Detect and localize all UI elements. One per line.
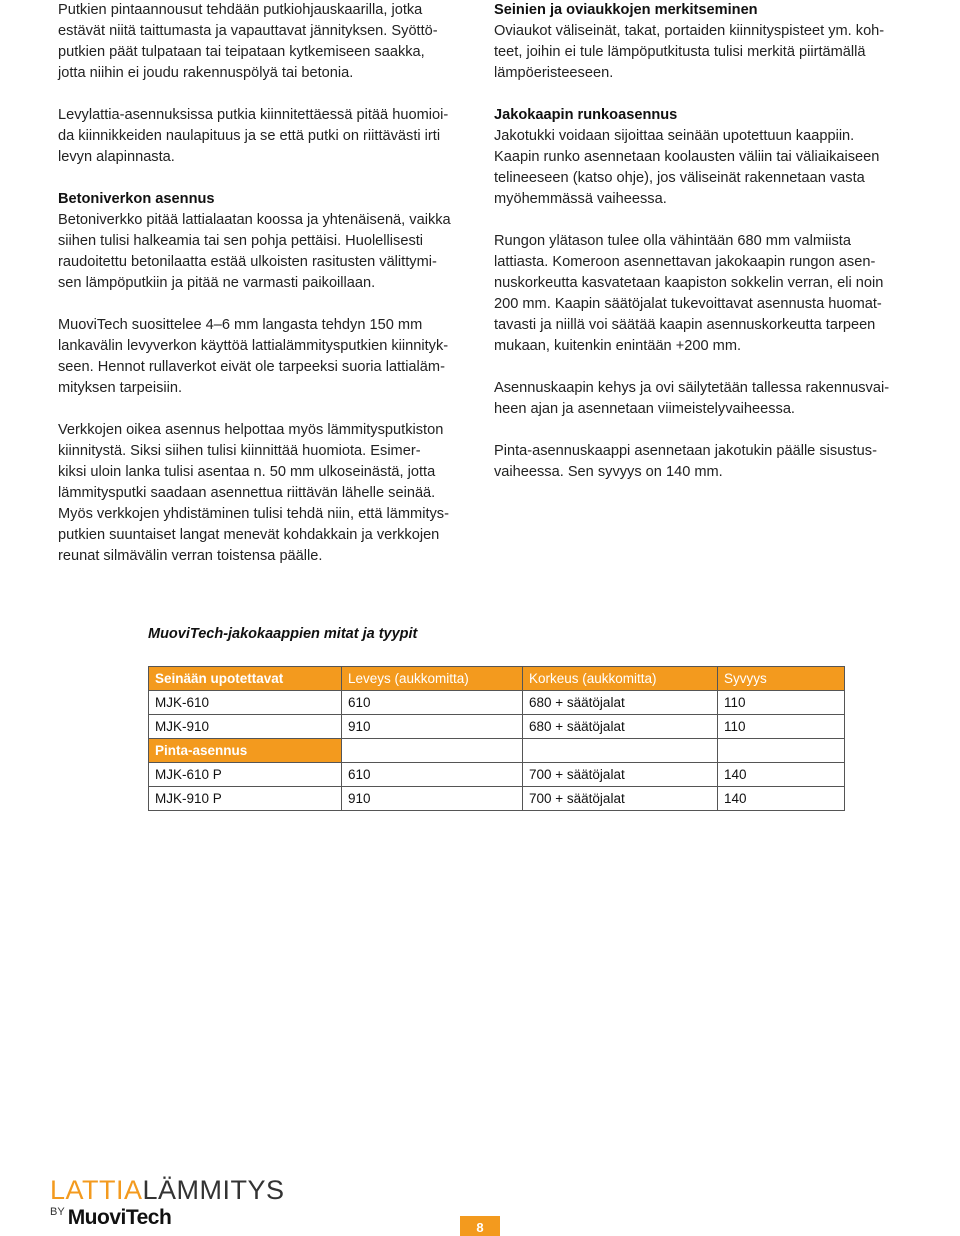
text-line: putkien suuntaiset langat menevät kohdakkain ja verkkojen — [58, 527, 440, 543]
table-cell: MJK-910 — [149, 715, 342, 739]
table-row — [149, 787, 845, 811]
text-line: jotta niihin ei joudu rakennuspölyä tai betonia. — [58, 65, 354, 81]
betoniverkko-heading: Betoniverkon asennus — [58, 191, 215, 207]
text-line: Rungon ylätason tulee olla vähintään 680 mm valmiista — [494, 233, 851, 249]
seinien-text — [494, 21, 914, 84]
header-cell: Korkeus (aukkomitta) — [523, 667, 718, 691]
text-line: tavasti ja niillä voi säätää kaapin asennuskorkeutta tarpeen — [494, 317, 876, 333]
table-title: MuoviTech-jakokaappien mitat ja tyypit — [148, 626, 418, 642]
table-cell — [342, 739, 523, 763]
text-line: mukaan, kuitenkin enintään +200 mm. — [494, 338, 742, 354]
table-row — [149, 763, 845, 787]
text-line: lämpöeristeeseen. — [494, 65, 614, 81]
table-cell — [523, 739, 718, 763]
verkkojen-paragraph — [58, 420, 468, 567]
text-line: Asennuskaapin kehys ja ovi säilytetään tallessa rakennusvai- — [494, 380, 890, 396]
seinien-heading: Seinien ja oviaukkojen merkitseminen — [494, 2, 758, 18]
table-cell: 610 — [342, 691, 523, 715]
table-cell: 140 — [718, 763, 845, 787]
text-line: telineeseen (katso ohje), jos väliseinät rakennetaan vasta — [494, 170, 865, 186]
table-row — [149, 691, 845, 715]
rungon-paragraph — [494, 231, 914, 357]
text-line: da kiinnikkeiden naulapituus ja se että putki on riittävästi irti — [58, 128, 441, 144]
text-line: siihen tulisi halkeamia tai sen pohja pettäisi. Huolellisesti — [58, 233, 424, 249]
right-column — [494, 0, 914, 504]
text-line: sen lämpöputkiin ja pitää ne varmasti paikoillaan. — [58, 275, 376, 291]
section-label-cell: Pinta-asennus — [149, 739, 342, 763]
table-cell: 110 — [718, 715, 845, 739]
text-line: estävät niitä taittumasta ja vapauttavat jännityksen. Syöttö- — [58, 23, 438, 39]
table-cell: 680 + säätöjalat — [523, 691, 718, 715]
text-line: Levylattia-asennuksissa putkia kiinnitettäessä pitää huomioi- — [58, 107, 449, 123]
text-line: lattiasta. Komeroon asennettavan jakokaapin rungon asen- — [494, 254, 876, 270]
table-cell: 700 + säätöjalat — [523, 763, 718, 787]
text-line: heen ajan ja asennetaan viimeistelyvaiheessa. — [494, 401, 795, 417]
text-line: Putkien pintaannousut tehdään putkiohjauskaarilla, jotka — [58, 2, 423, 18]
table-cell: 910 — [342, 787, 523, 811]
text-line: seen. Hennot rullaverkot eivät ole tarpeeksi suoria lattialäm- — [58, 359, 445, 375]
table-cell: MJK-910 P — [149, 787, 342, 811]
text-line: Pinta-asennuskaappi asennetaan jakotukin päälle sisustus- — [494, 443, 877, 459]
levylattia-paragraph — [58, 105, 468, 168]
betoniverkko-section — [58, 189, 468, 294]
table-cell: 110 — [718, 691, 845, 715]
text-line: lämmitysputki saadaan asennettua riittävän lähelle seinää. — [58, 485, 436, 501]
suosittelee-paragraph — [58, 315, 468, 399]
logo-part-lattia: LATTIA — [50, 1175, 143, 1205]
table-row — [149, 715, 845, 739]
text-line: Myös verkkojen yhdistäminen tulisi tehdä niin, että lämmitys- — [58, 506, 449, 522]
header-cell: Seinään upotettavat — [149, 667, 342, 691]
text-line: reunat silmävälin verran toistensa päälle. — [58, 548, 323, 564]
text-line: lankavälin levyverkon käyttöä lattialämmitysputkien kiinnityk- — [58, 338, 449, 354]
table-cell: 140 — [718, 787, 845, 811]
table-cell: MJK-610 P — [149, 763, 342, 787]
muovitech-brand: MuoviTech — [67, 1206, 172, 1229]
left-column — [58, 0, 468, 588]
header-cell: Leveys (aukkomitta) — [342, 667, 523, 691]
jakokaappi-heading: Jakokaapin runkoasennus — [494, 107, 678, 123]
text-line: putkien päät tulpataan tai teipataan kytkemiseen saakka, — [58, 44, 425, 60]
table-cell: 910 — [342, 715, 523, 739]
table-section-row — [149, 739, 845, 763]
pinta-paragraph — [494, 441, 914, 483]
jakokaappi-text — [494, 126, 914, 210]
page-number: 8 — [460, 1216, 500, 1236]
text-line: MuoviTech suosittelee 4–6 mm langasta tehdyn 150 mm — [58, 317, 423, 333]
header-cell: Syvyys — [718, 667, 845, 691]
kehys-paragraph — [494, 378, 914, 420]
text-line: nuskorkeutta kasvatetaan kaapiston sokkelin verran, eli noin — [494, 275, 884, 291]
text-line: Jakotukki voidaan sijoittaa seinään upotettuun kaappiin. — [494, 128, 855, 144]
text-line: myöhemmässä vaiheessa. — [494, 191, 667, 207]
logo-wordmark — [50, 1176, 285, 1204]
text-line: Betoniverkko pitää lattialaatan koossa ja yhtenäisenä, vaikka — [58, 212, 451, 228]
text-line: vaiheessa. Sen syvyys on 140 mm. — [494, 464, 723, 480]
text-line: 200 mm. Kaapin säätöjalat tukevoittavat asennusta huomat- — [494, 296, 882, 312]
betoniverkko-text — [58, 210, 468, 294]
table-header-row — [149, 667, 845, 691]
logo-byline — [50, 1206, 285, 1230]
table-cell: MJK-610 — [149, 691, 342, 715]
text-line: levyn alapinnasta. — [58, 149, 175, 165]
cabinet-spec-table — [148, 666, 845, 811]
text-line: Oviaukot väliseinät, takat, portaiden kiinnityspisteet ym. koh- — [494, 23, 885, 39]
table-cell: 700 + säätöjalat — [523, 787, 718, 811]
seinien-section — [494, 0, 914, 84]
text-line: kiksi uloin lanka tulisi asentaa n. 50 mm ulkoseinästä, jotta — [58, 464, 436, 480]
table-cell: 680 + säätöjalat — [523, 715, 718, 739]
logo-part-lammitys: LÄMMITYS — [142, 1175, 285, 1205]
intro-paragraph — [58, 0, 468, 84]
text-line: raudoitettu betonilaatta estää ulkoisten rasitusten välittymi- — [58, 254, 437, 270]
logo-by: BY — [50, 1206, 65, 1218]
text-line: kiinnitystä. Siksi siihen tulisi kiinnittää huomiota. Esimer- — [58, 443, 421, 459]
text-line: Kaapin runko asennetaan koolausten väliin tai väliaikaiseen — [494, 149, 880, 165]
text-line: mityksen tarpeisiin. — [58, 380, 183, 396]
text-line: Verkkojen oikea asennus helpottaa myös lämmitysputkiston — [58, 422, 444, 438]
table-cell — [718, 739, 845, 763]
table-cell: 610 — [342, 763, 523, 787]
text-line: teet, joihin ei tule lämpöputkitusta tulisi merkitä piirtämällä — [494, 44, 866, 60]
lattialammitys-logo — [50, 1176, 285, 1230]
jakokaappi-section — [494, 105, 914, 210]
